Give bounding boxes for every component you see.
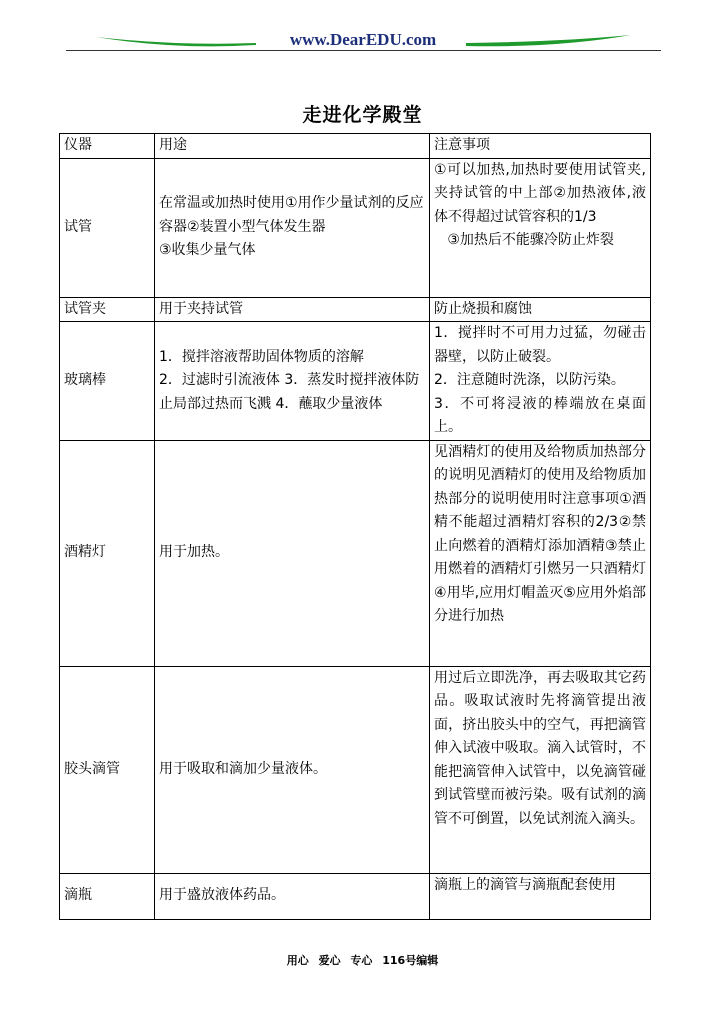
- instrument-name: 滴瓶: [60, 873, 155, 919]
- instrument-usage: 用于盛放液体药品。: [155, 873, 430, 919]
- instrument-usage: 用于吸取和滴加少量液体。: [155, 666, 430, 873]
- table-row: [60, 666, 651, 873]
- instrument-usage: 用于夹持试管: [155, 297, 430, 322]
- instrument-notes: 用过后立即洗净，再去吸取其它药品。吸取试液时先将滴管提出液面，挤出胶头中的空气，再把滴管伸入试液中吸取。滴入试管时，不能把滴管伸入试管中，以免滴管碰到试管壁而被污染。吸有试剂的滴管不可倒置，以免试剂流入滴头。: [430, 666, 651, 873]
- table-row: [60, 322, 651, 441]
- table-row: [60, 297, 651, 322]
- site-logo: [66, 30, 661, 52]
- table-row: [60, 873, 651, 919]
- header: [66, 30, 661, 52]
- table-row: [60, 158, 651, 297]
- instrument-usage: 1．搅拌溶液帮助固体物质的溶解 2．过滤时引流液体 3．蒸发时搅拌液体防止局部过热而飞溅 4．蘸取少量液体: [155, 322, 430, 441]
- instrument-name: 试管: [60, 158, 155, 297]
- column-header-instrument: 仪器: [60, 134, 155, 159]
- header-divider: [66, 50, 661, 51]
- instrument-notes: ①可以加热,加热时要使用试管夹,夹持试管的中上部②加热液体,液体不得超过试管容积的1/3 ③加热后不能骤冷防止炸裂: [430, 158, 651, 297]
- instrument-notes: 防止烧损和腐蚀: [430, 297, 651, 322]
- logo-right-swoosh-icon: [466, 35, 631, 46]
- instrument-usage: 用于加热。: [155, 440, 430, 666]
- logo-text: www.DearEDU.com: [289, 30, 437, 49]
- logo-left-swoosh-icon: [96, 37, 256, 46]
- column-header-usage: 用途: [155, 134, 430, 159]
- instrument-notes: 1．搅拌时不可用力过猛，勿碰击器壁，以防止破裂。 2．注意随时洗涤，以防污染。 3．不可将浸液的棒端放在桌面上。: [430, 322, 651, 441]
- page-footer: 用心 爱心 专心 116号编辑: [286, 954, 439, 967]
- instrument-name: 胶头滴管: [60, 666, 155, 873]
- instrument-usage: 在常温或加热时使用①用作少量试剂的反应容器②装置小型气体发生器 ③收集少量气体: [155, 158, 430, 297]
- table-header-row: [60, 134, 651, 159]
- instrument-name: 酒精灯: [60, 440, 155, 666]
- page-title: 走进化学殿堂: [302, 104, 423, 126]
- instrument-name: 试管夹: [60, 297, 155, 322]
- instrument-table: [59, 133, 651, 920]
- column-header-notes: 注意事项: [430, 134, 651, 159]
- instrument-notes: 滴瓶上的滴管与滴瓶配套使用: [430, 873, 651, 919]
- instrument-notes: 见酒精灯的使用及给物质加热部分的说明见酒精灯的使用及给物质加热部分的说明使用时注意事项①酒精不能超过酒精灯容积的2/3②禁止向燃着的酒精灯添加酒精③禁止用燃着的酒精灯引燃另一只酒精灯④用毕,应用灯帽盖灭⑤应用外焰部分进行加热: [430, 440, 651, 666]
- table-row: [60, 440, 651, 666]
- instrument-name: 玻璃棒: [60, 322, 155, 441]
